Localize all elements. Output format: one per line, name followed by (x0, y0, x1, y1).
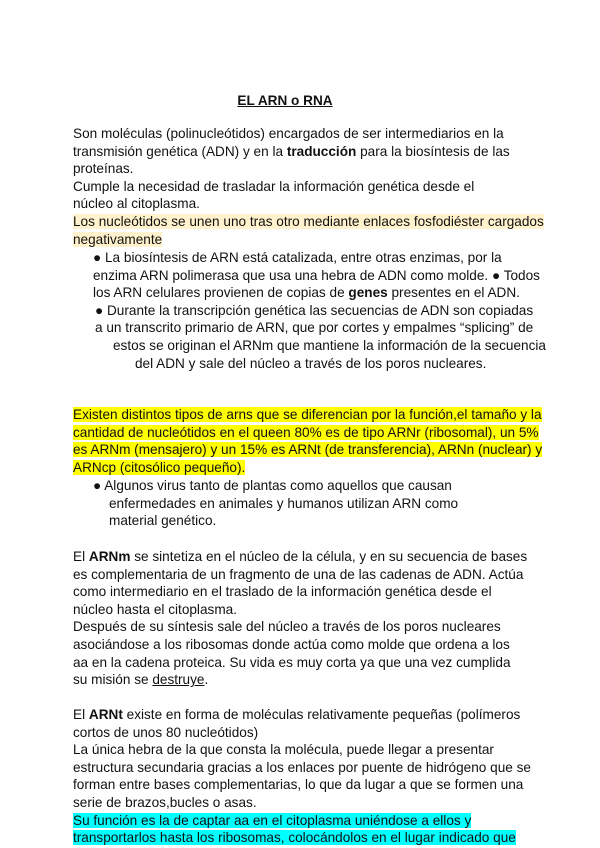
bullet-list-viruses (73, 477, 533, 530)
list-item-continued: material genético. (109, 513, 217, 529)
highlighted-text: es ARNm (mensajero) y un 15% es ARNt (de transferencia), ARNn (nuclear) y (73, 442, 543, 458)
list-item: ● La biosíntesis de ARN está catalizada, entre otras enzimas, por la (93, 250, 502, 265)
highlighted-text: negativamente (73, 231, 163, 247)
list-item: ● Durante la transcripción genética las secuencias de ADN son copiadas (95, 302, 534, 318)
text-line: El ARNm se sintetiza en el núcleo de la célula, y en su secuencia de bases (73, 549, 528, 564)
text-line: Son moléculas (polinucleótidos) encargados de ser intermediarios en la (73, 126, 504, 141)
highlight-paragraph-nucleotides (73, 213, 544, 248)
text-line: asociándose a los ribosomas donde actúa como molde que ordena a los (73, 636, 510, 652)
highlight-paragraph-arn-types (73, 406, 543, 476)
text-line: núcleo hasta el citoplasma. (73, 601, 237, 617)
text-line: Cumple la necesidad de trasladar la información genética desde el (73, 178, 475, 194)
text-line: aa en la cadena proteica. Su vida es muy corta ya que una vez cumplida (73, 654, 511, 670)
text-line: es complementaria de un fragmento de una de las cadenas de ADN. Actúa (73, 566, 524, 582)
list-item-continued: enfermedades en animales y humanos utilizan ARN como (109, 495, 459, 511)
text-line: El ARNt existe en forma de moléculas relativamente pequeñas (polímeros (73, 707, 521, 722)
text-line: Después de su síntesis sale del núcleo a través de los poros nucleares (73, 619, 501, 635)
text-line: forman entre bases complementarias, lo que da lugar a que se formen una (73, 777, 524, 793)
list-item: ● Algunos virus tanto de plantas como aquellos que causan (93, 478, 452, 493)
highlighted-text: cantidad de nucleótidos en el queen 80% es de tipo ARNr (ribosomal), un 5% (73, 424, 539, 440)
highlighted-text: Existen distintos tipos de arns que se diferencian por la función,el tamaño y la (73, 407, 542, 422)
text-line: transmisión genética (ADN) y en la traducción para la biosíntesis de las (73, 143, 510, 159)
bullet-list-biosynthesis (73, 249, 546, 372)
list-item-continued: del ADN y sale del núcleo a través de los poros nucleares. (135, 355, 487, 371)
list-item-continued: los ARN celulares provienen de copias de genes presentes en el ADN. (93, 285, 520, 301)
text-line: estructura secundaria gracias a los enlaces por puente de hidrógeno que se (73, 759, 531, 775)
highlighted-text: ARNcp (citosólico pequeño). (73, 459, 246, 475)
text-line: como intermediario en el traslado de la información genética desde el (73, 584, 492, 600)
highlighted-text: Los nucleótidos se unen uno tras otro mediante enlaces fosfodiéster cargados (73, 214, 544, 229)
text-line: serie de brazos,bucles o asas. (73, 794, 257, 810)
underlined-word: destruye (152, 672, 205, 688)
list-item-continued: a un transcrito primario de ARN, que por cortes y empalmes “splicing” de (95, 320, 534, 336)
list-item-continued: enzima ARN polimerasa que usa una hebra de ADN como molde. ● Todos (93, 267, 540, 283)
text-line: núcleo al citoplasma. (73, 196, 200, 212)
intro-paragraph (73, 125, 533, 213)
text-line: La única hebra de la que consta la molécula, puede llegar a presentar (73, 742, 494, 758)
text-line: su misión se destruye. (73, 672, 209, 688)
page-title: EL ARN o RNA (237, 93, 333, 108)
highlighted-text: Su función es la de captar aa en el citoplasma uniéndose a ellos y (73, 812, 472, 828)
highlighted-text: transportarlos hasta los ribosomas, colocándolos en el lugar indicado que (73, 830, 516, 846)
text-line: proteínas. (73, 161, 134, 177)
text-line: cortos de unos 80 nucleótidos) (73, 724, 259, 740)
list-item-continued: estos se originan el ARNm que mantiene la información de la secuencia (113, 337, 546, 353)
arnm-paragraph (73, 548, 533, 689)
arnt-paragraph (73, 706, 533, 847)
